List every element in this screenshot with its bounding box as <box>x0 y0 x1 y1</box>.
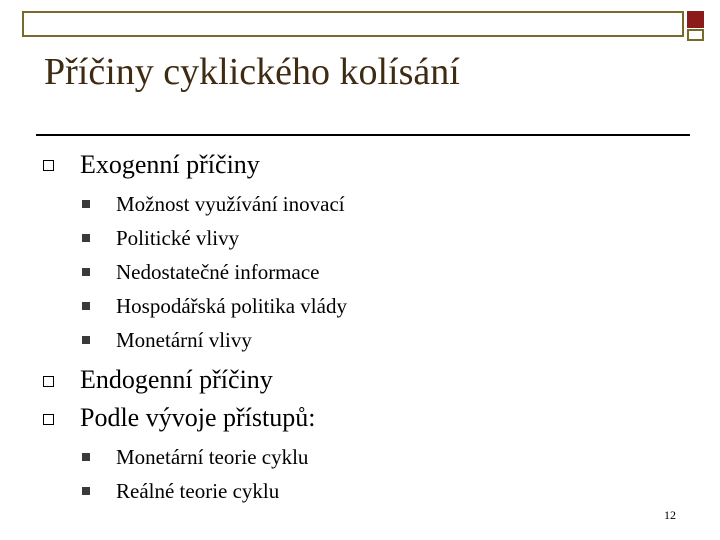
filled-square-bullet-icon <box>82 302 90 310</box>
title-divider <box>36 134 690 136</box>
subitem-monetary: Monetární vlivy <box>116 328 252 352</box>
red-accent-square <box>687 11 704 28</box>
subitem-real-theory: Reálné teorie cyklu <box>116 479 280 503</box>
bullet-endogenous: Endogenní příčiny <box>80 365 273 394</box>
hollow-square-bullet-icon <box>43 160 54 171</box>
filled-square-bullet-icon <box>82 234 90 242</box>
subitem-political: Politické vlivy <box>116 226 240 250</box>
page-number: 12 <box>664 508 676 522</box>
hollow-square-bullet-icon <box>43 376 54 387</box>
slide-title: Příčiny cyklického kolísání <box>44 51 460 93</box>
filled-square-bullet-icon <box>82 268 90 276</box>
top-decorative-bar <box>22 11 684 37</box>
bullet-exogenous: Exogenní příčiny <box>80 150 260 179</box>
filled-square-bullet-icon <box>82 200 90 208</box>
outline-accent-square <box>687 29 704 41</box>
subitem-innovations: Možnost využívání inovací <box>116 192 345 216</box>
subitem-information: Nedostatečné informace <box>116 260 320 284</box>
subitem-economic-policy: Hospodářská politika vlády <box>116 294 347 318</box>
subitem-monetary-theory: Monetární teorie cyklu <box>116 445 309 469</box>
hollow-square-bullet-icon <box>43 414 54 425</box>
bullet-approaches: Podle vývoje přístupů: <box>80 403 316 432</box>
filled-square-bullet-icon <box>82 336 90 344</box>
filled-square-bullet-icon <box>82 453 90 461</box>
filled-square-bullet-icon <box>82 487 90 495</box>
